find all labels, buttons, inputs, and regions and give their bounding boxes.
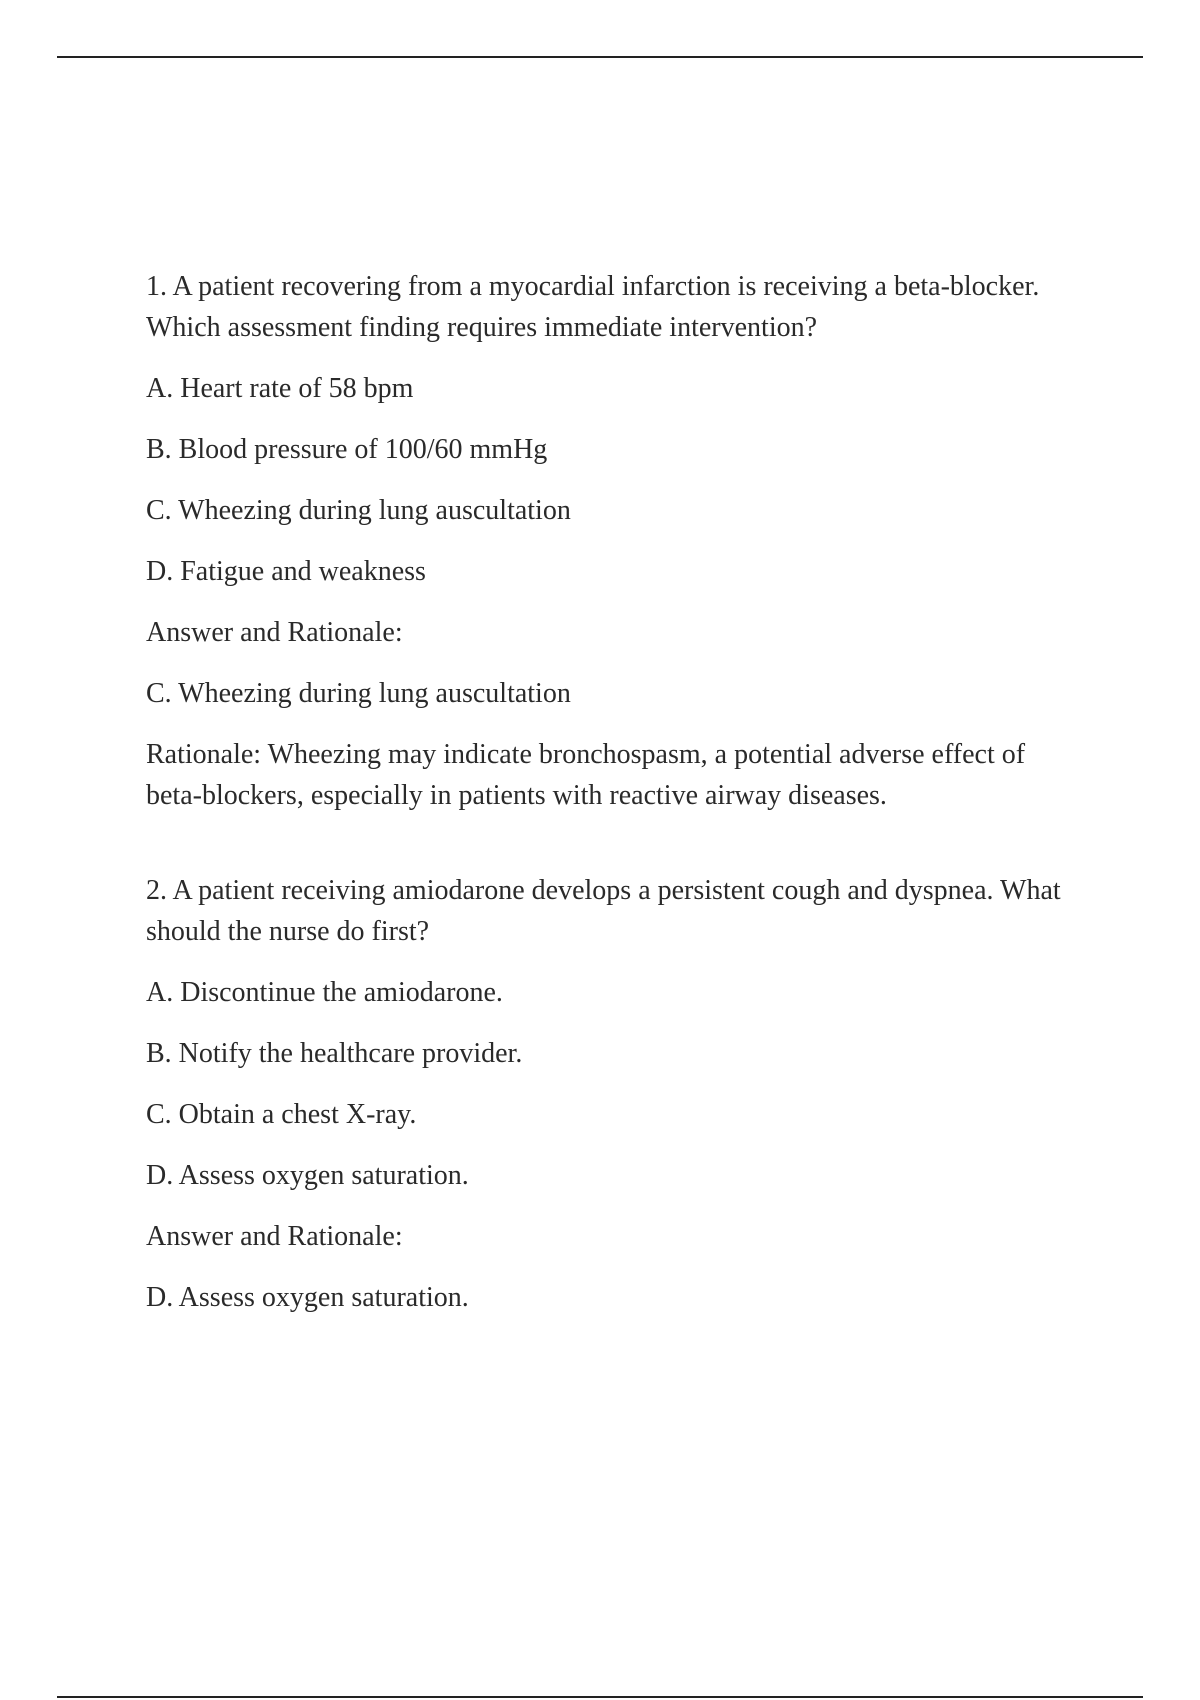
option-b: B. Notify the healthcare provider. [146, 1038, 523, 1069]
option-d: D. Fatigue and weakness [146, 556, 426, 587]
question-1 [146, 266, 1086, 816]
answer-text: D. Assess oxygen saturation. [146, 1282, 469, 1313]
answer-heading: Answer and Rationale: [146, 1221, 403, 1252]
question-prompt: 2. A patient receiving amiodarone develops a persistent cough and dyspnea. What should the nurse do first? [146, 875, 1061, 947]
option-a: A. Discontinue the amiodarone. [146, 977, 503, 1008]
rationale-text: Rationale: Wheezing may indicate bronchospasm, a potential adverse effect of beta-blockers, especially in patients with reactive airway diseases. [146, 739, 1026, 811]
question-prompt: 1. A patient recovering from a myocardial infarction is receiving a beta-blocker. Which assessment finding requires immediate intervention? [146, 271, 1040, 343]
answer-text: C. Wheezing during lung auscultation [146, 678, 571, 709]
question-2 [146, 870, 1086, 1318]
option-c: C. Wheezing during lung auscultation [146, 495, 571, 526]
option-a: A. Heart rate of 58 bpm [146, 373, 414, 404]
answer-heading: Answer and Rationale: [146, 617, 403, 648]
bottom-divider [57, 1696, 1143, 1698]
document-body [146, 266, 1086, 1338]
option-c: C. Obtain a chest X-ray. [146, 1099, 417, 1130]
option-b: B. Blood pressure of 100/60 mmHg [146, 434, 548, 465]
top-divider [57, 56, 1143, 58]
option-d: D. Assess oxygen saturation. [146, 1160, 469, 1191]
